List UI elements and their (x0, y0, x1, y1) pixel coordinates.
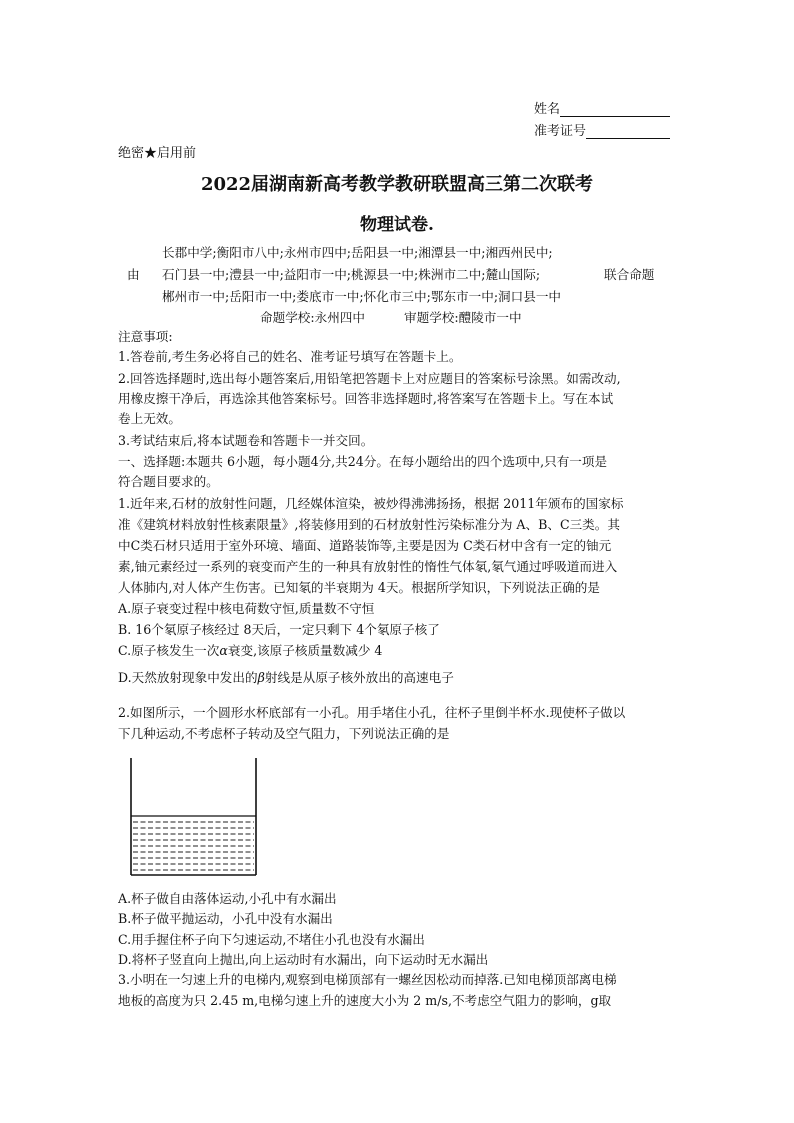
q2-stem-2: 下几种运动,不考虑杯子转动及空气阻力，下列说法正确的是 (118, 726, 450, 741)
name-blank (560, 102, 670, 117)
joint-label: 联合命题 (604, 267, 655, 282)
schools-line-1: 长郡中学;衡阳市八中;永州市四中;岳阳县一中;湘潭县一中;湘西州民中; (162, 245, 553, 260)
q1-option-c-post: 衰变,该原子核质量数减少 4 (227, 643, 383, 658)
q1-option-d (118, 668, 678, 688)
reviewer-school: 审题学校:醴陵市一中 (404, 310, 522, 325)
note-2b: 用橡皮擦干净后，再选涂其他答案标号。回答非选择题时,将答案写在答题卡上。写在本试 (118, 391, 614, 406)
q1-option-d-post: 射线是从原子核外放出的高速电子 (264, 670, 454, 685)
note-3: 3.考试结束后,将本试题卷和答题卡一并交回。 (118, 433, 374, 448)
q1-option-a: A.原子衰变过程中核电荷数守恒,质量数不守恒 (118, 601, 375, 616)
q1-stem-2: 准《建筑材料放射性核素限量》,将装修用到的石材放射性污染标准分为 A、B、C三类。其 (118, 517, 620, 532)
name-field (534, 98, 670, 117)
schools-line-3: 郴州市一中;岳阳市一中;娄底市一中;怀化市三中;鄂东市一中;洞口县一中 (162, 289, 562, 304)
beta-symbol: β (257, 670, 265, 685)
q2-option-a: A.杯子做自由落体运动,小孔中有水漏出 (118, 891, 337, 906)
secret-mark: 绝密★启用前 (118, 146, 197, 161)
q2-option-d: D.将杯子竖直向上抛出,向上运动时有水漏出，向下运动时无水漏出 (118, 952, 489, 967)
alpha-symbol: α (219, 643, 228, 658)
schools-line-2: 石门县一中;澧县一中;益阳市一中;桃源县一中;株洲市二中;麓山国际; (162, 267, 541, 282)
notes-heading: 注意事项: (118, 329, 173, 344)
setter-school: 命题学校:永州四中 (260, 310, 365, 325)
q1-option-c-pre: C.原子核发生一次 (118, 643, 220, 658)
q2-stem-1: 2.如图所示，一个圆形水杯底部有一小孔。用手堵住小孔，往杯子里倒半杯水.现使杯子做以 (118, 705, 626, 720)
ticket-field (534, 120, 670, 139)
q1-option-b: B. 16个氡原子核经过 8天后，一定只剩下 4个氡原子核了 (118, 622, 440, 637)
note-2c: 卷上无效。 (118, 411, 181, 426)
q1-option-d-pre: D.天然放射现象中发出的 (118, 670, 258, 685)
q1-stem-3: 中C类石材只适用于室外环境、墙面、道路装饰等,主要是因为 C类石材中含有一定的铀元 (118, 538, 612, 553)
ticket-label: 准考证号 (534, 124, 587, 139)
q1-option-c (118, 641, 678, 661)
q1-stem-1: 1.近年来,石材的放射性问题，几经媒体渲染，被炒得沸沸扬扬，根据 2011年颁布的国家标 (118, 496, 624, 511)
name-label: 姓名 (534, 102, 561, 117)
q2-option-b: B.杯子做平抛运动，小孔中没有水漏出 (118, 911, 333, 926)
cup-figure (118, 754, 268, 884)
q3-stem-2: 地板的高度为只 2.45 m,电梯匀速上升的速度大小为 2 m/s,不考虑空气阻力的影响，g取 (118, 993, 612, 1008)
schools-by-label: 由 (127, 267, 140, 282)
note-2a: 2.回答选择题时,选出每小题答案后,用铅笔把答题卡上对应题目的答案标号涂黑。如需改动, (118, 371, 621, 386)
exam-subtitle: 物理试卷. (360, 215, 434, 235)
exam-title: 2022届湖南新高考教学教研联盟高三第二次联考 (200, 174, 594, 195)
q1-stem-5: 人体肺内,对人体产生伤害。已知氡的半衰期为 4天。根据所学知识，下列说法正确的是 (118, 580, 600, 595)
ticket-blank (586, 124, 670, 139)
water-hatching (133, 822, 254, 870)
section1-line-a: 一、选择题:本题共 6小题，每小题4分,共24分。在每小题给出的四个选项中,只有一项是 (118, 454, 608, 469)
q2-option-c: C.用手握住杯子向下匀速运动,不堵住小孔也没有水漏出 (118, 932, 425, 947)
note-1: 1.答卷前,考生务必将自己的姓名、准考证号填写在答题卡上。 (118, 349, 462, 364)
section1-line-b: 符合题目要求的。 (118, 474, 219, 489)
q1-stem-4: 素,铀元素经过一系列的衰变而产生的一种具有放射性的惰性气体氡,氡气通过呼吸道而进入 (118, 559, 618, 574)
q3-stem-1: 3.小明在一匀速上升的电梯内,观察到电梯顶部有一螺丝因松动而掉落.已知电梯顶部离电梯 (118, 972, 617, 987)
